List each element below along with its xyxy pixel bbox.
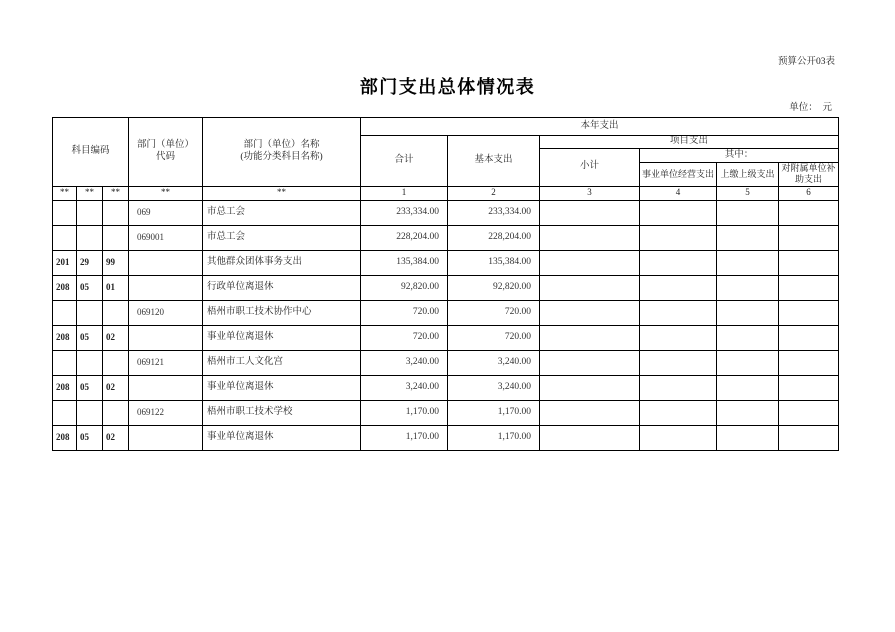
header-basic: 基本支出	[448, 136, 540, 187]
cell-subject-code-2: 29	[77, 250, 103, 275]
cell-dept-name: 事业单位离退休	[203, 425, 361, 450]
cell-subject-code-1: 208	[53, 425, 77, 450]
cell-dept-name: 梧州市职工技术协作中心	[203, 300, 361, 325]
header-dept-code-line1: 部门（单位）	[137, 139, 195, 150]
cell-business-operation-expenditure	[640, 400, 717, 425]
cell-dept-name: 梧州市职工技术学校	[203, 400, 361, 425]
cell-upper-level-expenditure	[717, 250, 779, 275]
cell-business-operation-expenditure	[640, 350, 717, 375]
unit-label: 单位： 元	[789, 103, 832, 113]
header-affiliated	[779, 163, 839, 187]
cell-basic-expenditure: 92,820.00	[448, 275, 540, 300]
header-project: 项目支出	[540, 136, 839, 149]
cell-subject-code-3: 99	[103, 250, 129, 275]
index-cell: **	[103, 186, 129, 200]
cell-dept-name: 市总工会	[203, 225, 361, 250]
header-subject-code: 科目编码	[53, 118, 129, 187]
cell-total: 135,384.00	[361, 250, 448, 275]
cell-total: 228,204.00	[361, 225, 448, 250]
cell-project-subtotal	[540, 375, 640, 400]
index-cell: 4	[640, 186, 717, 200]
cell-affiliated-subsidy-expenditure	[779, 325, 839, 350]
cell-dept-name: 事业单位离退休	[203, 375, 361, 400]
cell-project-subtotal	[540, 250, 640, 275]
cell-subject-code-2	[77, 350, 103, 375]
cell-total: 233,334.00	[361, 200, 448, 225]
header-dept-name-line2: (功能分类科目名称)	[240, 151, 323, 162]
index-cell: 5	[717, 186, 779, 200]
cell-affiliated-subsidy-expenditure	[779, 400, 839, 425]
header-dept-code-line2: 代码	[156, 151, 176, 162]
cell-subject-code-1	[53, 300, 77, 325]
index-cell: **	[53, 186, 77, 200]
cell-project-subtotal	[540, 325, 640, 350]
cell-upper-level-expenditure	[717, 275, 779, 300]
index-cell: 1	[361, 186, 448, 200]
cell-subject-code-2: 05	[77, 275, 103, 300]
header-total: 合计	[361, 136, 448, 187]
header-dept-name-line1: 部门（单位）名称	[243, 139, 320, 150]
cell-subject-code-3: 02	[103, 325, 129, 350]
cell-project-subtotal	[540, 275, 640, 300]
cell-business-operation-expenditure	[640, 300, 717, 325]
table-row	[53, 275, 839, 300]
header-dept-code	[129, 118, 203, 187]
cell-subject-code-2	[77, 300, 103, 325]
cell-upper-level-expenditure	[717, 325, 779, 350]
header-affiliated-line2: 助支出	[795, 174, 823, 185]
cell-subject-code-1: 208	[53, 325, 77, 350]
cell-dept-name: 事业单位离退休	[203, 325, 361, 350]
cell-total: 720.00	[361, 300, 448, 325]
cell-total: 92,820.00	[361, 275, 448, 300]
cell-affiliated-subsidy-expenditure	[779, 350, 839, 375]
cell-business-operation-expenditure	[640, 325, 717, 350]
table-row	[53, 425, 839, 450]
table-row	[53, 400, 839, 425]
cell-subject-code-3: 01	[103, 275, 129, 300]
cell-subject-code-1	[53, 225, 77, 250]
cell-business-operation-expenditure	[640, 275, 717, 300]
cell-basic-expenditure: 3,240.00	[448, 375, 540, 400]
index-cell: **	[203, 186, 361, 200]
cell-subject-code-3: 02	[103, 425, 129, 450]
cell-dept-code: 069122	[129, 400, 203, 425]
cell-dept-code: 069121	[129, 350, 203, 375]
cell-total: 1,170.00	[361, 425, 448, 450]
header-of-which: 其中：	[640, 149, 839, 163]
cell-affiliated-subsidy-expenditure	[779, 375, 839, 400]
cell-total: 3,240.00	[361, 350, 448, 375]
table-row	[53, 350, 839, 375]
cell-subject-code-1: 201	[53, 250, 77, 275]
table-row	[53, 300, 839, 325]
cell-subject-code-2: 05	[77, 425, 103, 450]
cell-subject-code-3	[103, 225, 129, 250]
cell-subject-code-1	[53, 400, 77, 425]
index-cell: 6	[779, 186, 839, 200]
index-cell: **	[77, 186, 103, 200]
cell-project-subtotal	[540, 200, 640, 225]
cell-dept-name: 行政单位离退休	[203, 275, 361, 300]
index-cell: 3	[540, 186, 640, 200]
cell-upper-level-expenditure	[717, 300, 779, 325]
cell-dept-name: 市总工会	[203, 200, 361, 225]
table-row	[53, 325, 839, 350]
cell-dept-code	[129, 325, 203, 350]
cell-affiliated-subsidy-expenditure	[779, 200, 839, 225]
cell-dept-code: 069120	[129, 300, 203, 325]
table-row	[53, 225, 839, 250]
cell-project-subtotal	[540, 225, 640, 250]
cell-basic-expenditure: 1,170.00	[448, 400, 540, 425]
cell-dept-code	[129, 375, 203, 400]
cell-subject-code-1	[53, 350, 77, 375]
header-business-operation: 事业单位经营支出	[640, 163, 717, 187]
cell-affiliated-subsidy-expenditure	[779, 425, 839, 450]
cell-business-operation-expenditure	[640, 375, 717, 400]
cell-basic-expenditure: 1,170.00	[448, 425, 540, 450]
cell-basic-expenditure: 720.00	[448, 325, 540, 350]
expenditure-table	[52, 117, 839, 451]
cell-affiliated-subsidy-expenditure	[779, 250, 839, 275]
cell-subject-code-3: 02	[103, 375, 129, 400]
cell-dept-code	[129, 425, 203, 450]
cell-affiliated-subsidy-expenditure	[779, 300, 839, 325]
page-title: 部门支出总体情况表	[359, 77, 536, 97]
cell-subject-code-3	[103, 350, 129, 375]
cell-dept-code: 069	[129, 200, 203, 225]
index-cell: 2	[448, 186, 540, 200]
cell-upper-level-expenditure	[717, 225, 779, 250]
cell-basic-expenditure: 720.00	[448, 300, 540, 325]
cell-upper-level-expenditure	[717, 350, 779, 375]
cell-upper-level-expenditure	[717, 200, 779, 225]
cell-subject-code-2	[77, 200, 103, 225]
cell-dept-name: 梧州市工人文化宫	[203, 350, 361, 375]
cell-project-subtotal	[540, 300, 640, 325]
cell-subject-code-3	[103, 200, 129, 225]
table-row	[53, 250, 839, 275]
cell-business-operation-expenditure	[640, 200, 717, 225]
table-row	[53, 200, 839, 225]
cell-subject-code-2	[77, 400, 103, 425]
cell-dept-code	[129, 275, 203, 300]
cell-affiliated-subsidy-expenditure	[779, 225, 839, 250]
cell-dept-code	[129, 250, 203, 275]
cell-project-subtotal	[540, 400, 640, 425]
header-current-year: 本年支出	[361, 118, 839, 136]
cell-basic-expenditure: 228,204.00	[448, 225, 540, 250]
cell-project-subtotal	[540, 425, 640, 450]
cell-upper-level-expenditure	[717, 400, 779, 425]
cell-business-operation-expenditure	[640, 250, 717, 275]
cell-basic-expenditure: 3,240.00	[448, 350, 540, 375]
cell-affiliated-subsidy-expenditure	[779, 275, 839, 300]
cell-upper-level-expenditure	[717, 425, 779, 450]
header-dept-name	[203, 118, 361, 187]
cell-total: 3,240.00	[361, 375, 448, 400]
cell-basic-expenditure: 233,334.00	[448, 200, 540, 225]
cell-subject-code-1: 208	[53, 275, 77, 300]
cell-project-subtotal	[540, 350, 640, 375]
cell-dept-name: 其他群众团体事务支出	[203, 250, 361, 275]
table-body	[53, 200, 839, 450]
cell-subject-code-3	[103, 400, 129, 425]
cell-subject-code-1: 208	[53, 375, 77, 400]
column-index-row	[53, 186, 839, 200]
cell-subject-code-2: 05	[77, 325, 103, 350]
cell-total: 720.00	[361, 325, 448, 350]
cell-dept-code: 069001	[129, 225, 203, 250]
cell-subject-code-1	[53, 200, 77, 225]
table-row	[53, 375, 839, 400]
header-upper-level: 上缴上级支出	[717, 163, 779, 187]
cell-upper-level-expenditure	[717, 375, 779, 400]
index-cell: **	[129, 186, 203, 200]
cell-business-operation-expenditure	[640, 425, 717, 450]
cell-basic-expenditure: 135,384.00	[448, 250, 540, 275]
header-subtotal: 小计	[540, 149, 640, 187]
cell-business-operation-expenditure	[640, 225, 717, 250]
cell-subject-code-3	[103, 300, 129, 325]
cell-total: 1,170.00	[361, 400, 448, 425]
cell-subject-code-2: 05	[77, 375, 103, 400]
cell-subject-code-2	[77, 225, 103, 250]
header-affiliated-line1: 对附属单位补	[781, 163, 836, 173]
doc-sheet-label: 预算公开03表	[777, 57, 835, 67]
